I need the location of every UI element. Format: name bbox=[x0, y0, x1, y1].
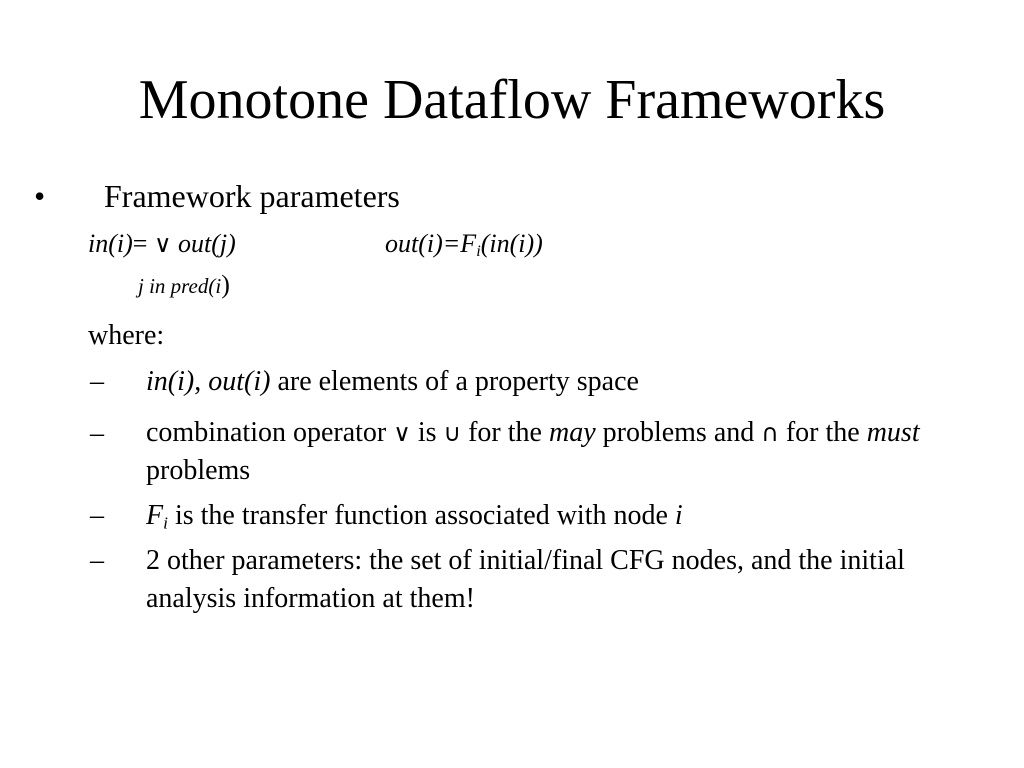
formula-out-rhs: (in(i)) bbox=[480, 229, 543, 258]
sub-bullet-dash: – bbox=[90, 418, 104, 449]
sub-bullet-2-mid3: problems and bbox=[595, 417, 762, 448]
where-label: where: bbox=[88, 320, 165, 351]
sub-bullet-dash: – bbox=[90, 500, 104, 531]
join-operator-symbol: ∨ bbox=[153, 230, 172, 258]
sub-bullet-1-rest: are elements of a property space bbox=[270, 366, 639, 397]
out-i-term: out(i) bbox=[208, 366, 271, 397]
formula-in-subscript bbox=[138, 271, 230, 300]
union-symbol: ∪ bbox=[443, 419, 462, 447]
sub-bullet-2-mid1: is bbox=[410, 417, 444, 448]
formula-out-lhs: out(i)=F bbox=[385, 229, 477, 258]
sub-bullet-3 bbox=[146, 497, 683, 535]
separator: , bbox=[194, 366, 209, 397]
sub-bullet-dash: – bbox=[90, 366, 104, 397]
sub-bullet-3-mid: is the transfer function associated with node bbox=[167, 500, 675, 531]
bullet-text: Framework parameters bbox=[104, 178, 400, 214]
sub-bullet-2-mid4: for the bbox=[778, 417, 867, 448]
formula-in-subscript-close: ) bbox=[221, 270, 230, 299]
bullet-symbol: • bbox=[34, 178, 46, 214]
must-term: must bbox=[866, 417, 920, 448]
sub-bullet-dash: – bbox=[90, 545, 104, 576]
join-operator-symbol: ∨ bbox=[393, 419, 411, 447]
formula-in-lhs: in(i) bbox=[88, 229, 133, 258]
sub-bullet-2-pre: combination operator bbox=[146, 417, 394, 448]
transfer-function-sub: i bbox=[163, 513, 168, 533]
node-term: i bbox=[674, 500, 683, 531]
sub-bullet-4: 2 other parameters: the set of initial/final CFG nodes, and the initial analysis information at them! bbox=[146, 545, 905, 614]
formula-in-rhs: out(j) bbox=[178, 229, 236, 258]
slide-title: Monotone Dataflow Frameworks bbox=[138, 69, 886, 131]
in-i-term: in(i) bbox=[146, 366, 195, 397]
transfer-function-symbol: F bbox=[146, 500, 164, 531]
formula-out-sub: i bbox=[476, 243, 481, 261]
formula-in-subscript-text: j in pred(i bbox=[138, 274, 222, 298]
formula-in-eq: = bbox=[132, 229, 148, 258]
formula-out bbox=[385, 228, 543, 260]
sub-bullet-2-mid2: for the bbox=[461, 417, 549, 448]
intersection-symbol: ∩ bbox=[761, 419, 779, 447]
sub-bullet-2-end: problems bbox=[146, 455, 251, 486]
may-term: may bbox=[548, 417, 596, 448]
sub-bullet-2 bbox=[146, 414, 996, 490]
formula-in bbox=[88, 228, 236, 260]
sub-bullet-1 bbox=[146, 363, 639, 401]
